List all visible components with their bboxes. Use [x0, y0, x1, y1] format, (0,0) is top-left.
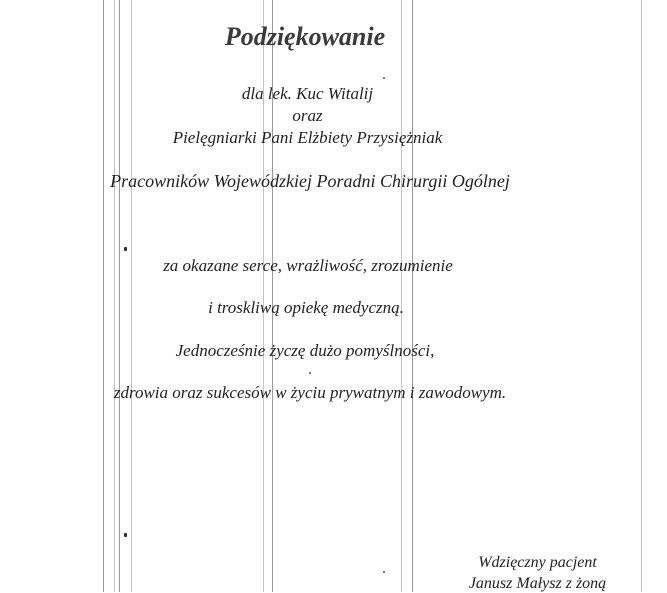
- body-line: Jednocześnie życzę dużo pomyślności,: [175, 341, 435, 360]
- signature-line: Wdzięczny pacjent: [478, 554, 597, 571]
- body-line: zdrowia oraz sukcesów w życiu prywatnym i zawodowym.: [113, 383, 507, 402]
- scan-speck: [309, 372, 311, 374]
- recipient-line: dla lek. Kuc Witalij: [241, 84, 374, 103]
- scan-speck: [383, 571, 385, 573]
- signature-line: Janusz Małysz z żoną: [468, 575, 607, 592]
- scan-artifact-line: [641, 0, 642, 592]
- staff-line: Pracowników Wojewódzkiej Poradni Chirurgii Ogólnej: [110, 171, 510, 191]
- body-line: za okazane serce, wrażliwość, zrozumienie: [163, 256, 453, 275]
- document-title: Podziękowanie: [224, 22, 386, 51]
- scan-speck: [124, 533, 127, 537]
- scan-speck: [383, 77, 385, 79]
- recipient-line: Pielęgniarki Pani Elżbiety Przysiężniak: [172, 128, 443, 147]
- scan-speck: [124, 247, 127, 251]
- recipient-line: oraz: [292, 106, 323, 125]
- body-line: i troskliwą opiekę medyczną.: [208, 298, 404, 317]
